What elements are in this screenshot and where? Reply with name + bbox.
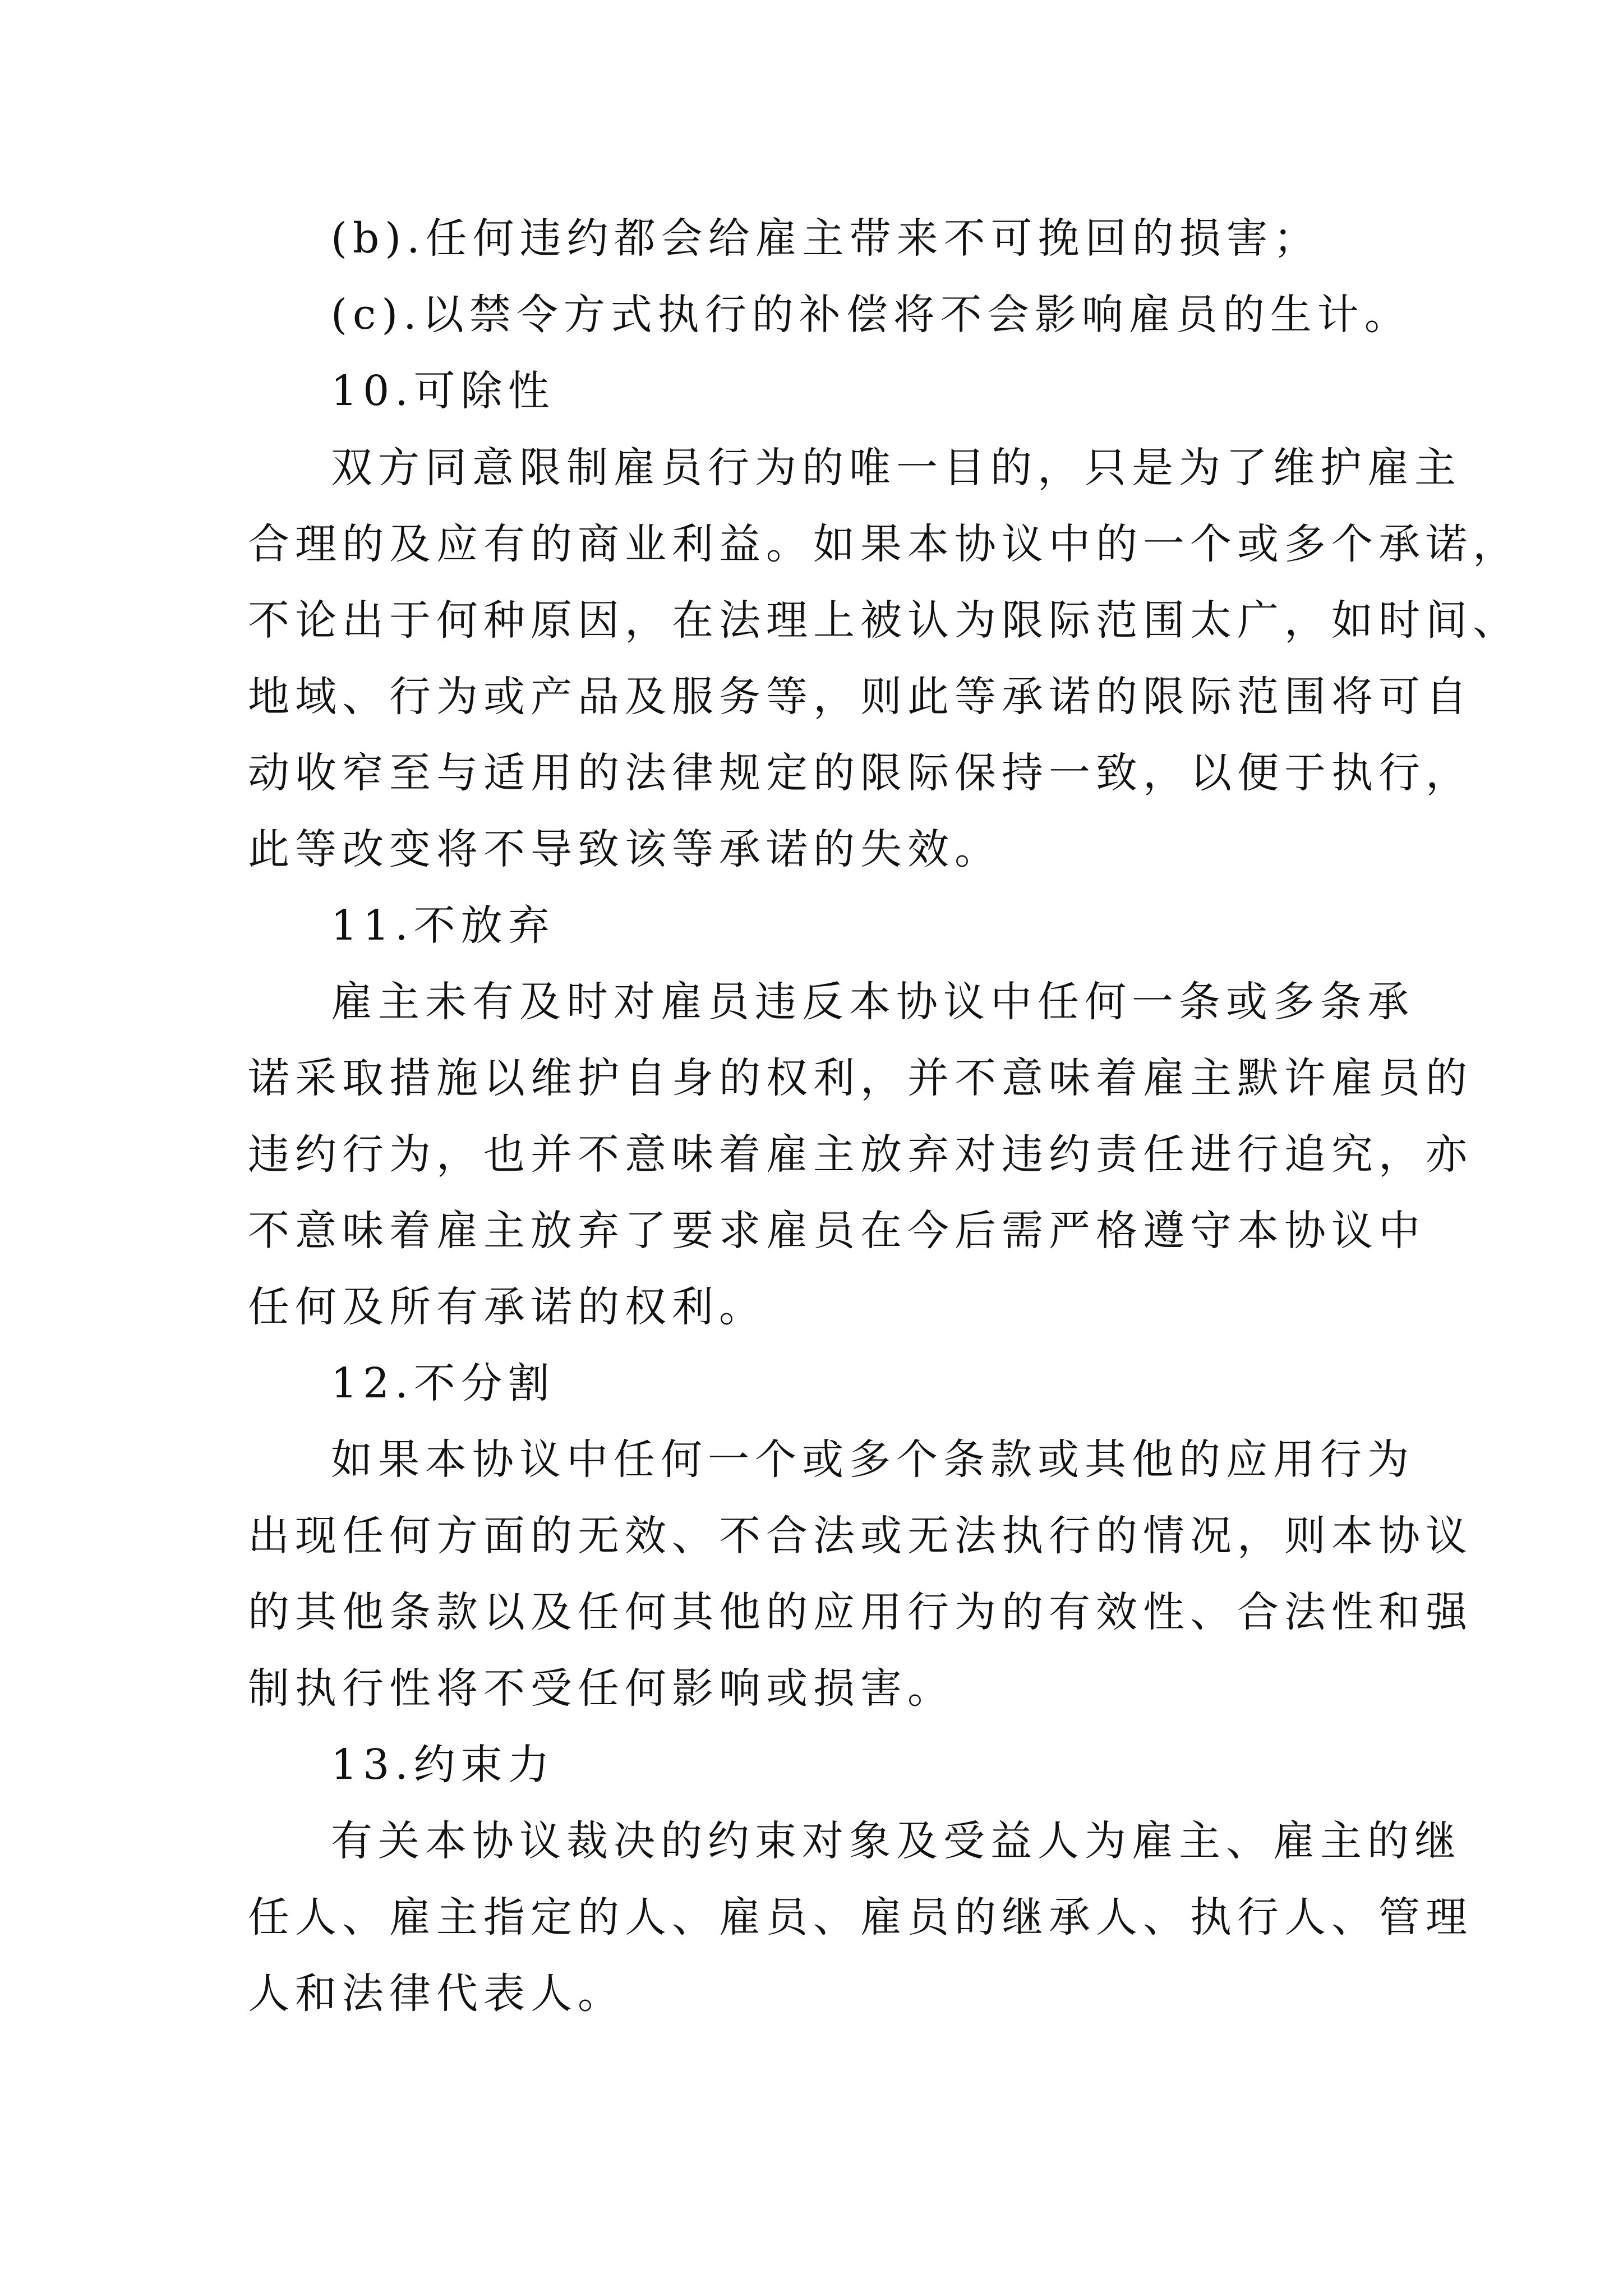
section-13-paragraph-line: 任人、雇主指定的人、雇员、雇员的继承人、执行人、管理	[248, 1893, 1473, 1941]
section-11-paragraph-line: 雇主未有及时对雇员违反本协议中任何一条或多条承	[331, 978, 1414, 1026]
clause-9b-text: (b).任何违约都会给雇主带来不可挽回的损害；	[331, 214, 1321, 263]
section-10-paragraph-line: 此等改变将不导致该等承诺的失效。	[248, 825, 1002, 873]
section-11-paragraph-line: 任何及所有承诺的权利。	[248, 1283, 766, 1331]
section-13-heading: 13.约束力	[331, 1741, 555, 1789]
section-11-paragraph-line: 违约行为，也并不意味着雇主放弃对违约责任进行追究，亦	[248, 1130, 1473, 1179]
clause-9c-text: (c).以禁令方式执行的补偿将不会影响雇员的生计。	[331, 291, 1412, 339]
section-12-paragraph-line: 出现任何方面的无效、不合法或无法执行的情况，则本协议	[248, 1512, 1473, 1560]
section-12-paragraph-line: 如果本协议中任何一个或多个条款或其他的应用行为	[331, 1435, 1414, 1484]
section-13-paragraph-line: 人和法律代表人。	[248, 1970, 625, 2018]
section-12-heading: 12.不分割	[331, 1359, 555, 1407]
section-10-heading: 10.可除性	[331, 367, 555, 415]
section-12-paragraph-line: 制执行性将不受任何影响或损害。	[248, 1664, 955, 1713]
section-11-paragraph-line: 诺采取措施以维护自身的权利，并不意味着雇主默许雇员的	[248, 1054, 1473, 1102]
section-11-heading: 11.不放弃	[331, 901, 555, 950]
section-10-paragraph-line: 地域、行为或产品及服务等，则此等承诺的限际范围将可自	[248, 673, 1473, 721]
section-10-paragraph-line: 动收窄至与适用的法律规定的限际保持一致，以便于执行，	[248, 749, 1473, 797]
section-10-paragraph-line: 双方同意限制雇员行为的唯一目的，只是为了维护雇主	[331, 444, 1461, 492]
section-13-paragraph-line: 有关本协议裁决的约束对象及受益人为雇主、雇主的继	[331, 1817, 1461, 1865]
section-11-paragraph-line: 不意味着雇主放弃了要求雇员在今后需严格遵守本协议中	[248, 1207, 1426, 1255]
section-12-paragraph-line: 的其他条款以及任何其他的应用行为的有效性、合法性和强	[248, 1588, 1473, 1636]
section-10-paragraph-line: 不论出于何种原因，在法理上被认为限际范围太广，如时间、	[248, 596, 1520, 645]
section-10-paragraph-line: 合理的及应有的商业利益。如果本协议中的一个或多个承诺，	[248, 520, 1520, 568]
